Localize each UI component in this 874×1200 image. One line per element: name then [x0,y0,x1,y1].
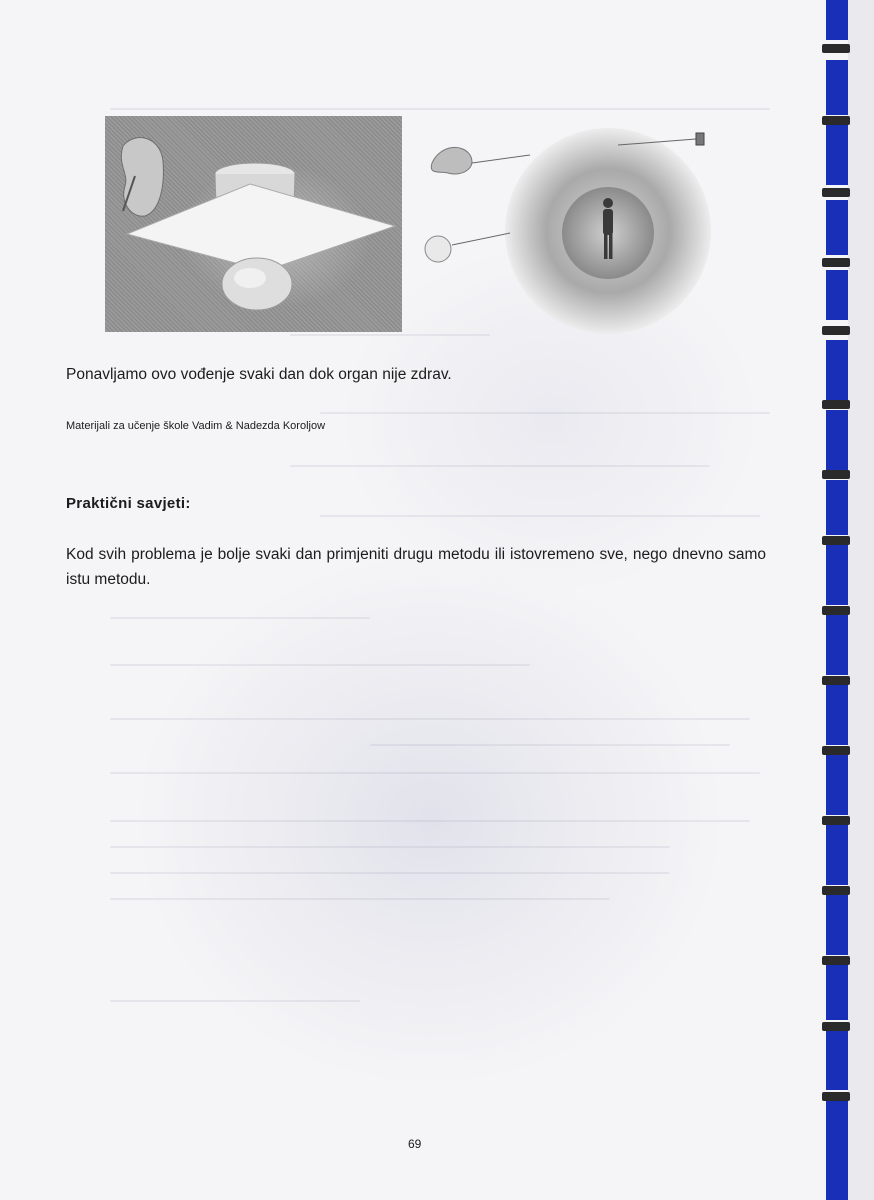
binding-ring [822,746,850,755]
binding-segment [826,965,848,1020]
binding-segment [826,60,848,115]
binding-segment [826,685,848,745]
bleed-line [110,108,770,110]
binding-segment [826,825,848,885]
binding-segment [826,270,848,320]
binding-segment [826,895,848,955]
binding-ring [822,400,850,409]
bleed-line [110,820,750,822]
binding-segment [826,480,848,535]
binding-ring [822,676,850,685]
binding-segment [826,1030,848,1090]
binding-segment [826,340,848,400]
binding-edge [848,0,874,1200]
binding-ring [822,956,850,965]
bleed-line [320,412,770,414]
binding-segment [826,615,848,675]
binding-ring [822,1092,850,1101]
organ-projection-figure [105,116,402,332]
binding-ring [822,470,850,479]
binding-ring [822,1022,850,1031]
bleed-line [110,872,670,874]
binding-segment [826,200,848,255]
sphere-with-person-figure [420,125,720,340]
binding-ring [822,258,850,267]
binding-ring [822,44,850,53]
bleed-line [110,664,530,666]
body-paragraph: Kod svih problema je bolje svaki dan primjeniti drugu metodu ili istovremeno sve, nego dnevno samo istu metodu. [66,546,766,588]
binding-ring [822,188,850,197]
page-number: 69 [408,1137,422,1151]
bleed-line [290,465,710,467]
bleed-line [110,846,670,848]
binding-segment [826,410,848,470]
bleed-line [110,898,610,900]
binding-ring [822,816,850,825]
binding-ring [822,606,850,615]
binding-ring [822,536,850,545]
binding-segment [826,1100,848,1200]
source-note: Materijali za učenje škole Vadim & Nadezda Koroljow [66,420,326,432]
binding-segment [826,755,848,815]
bleed-line [110,1000,360,1002]
binding-ring [822,116,850,125]
binding-segment [826,125,848,185]
section-heading: Praktični savjeti: [66,495,191,512]
binding-segment [826,545,848,605]
bleed-line [370,744,730,746]
bleed-line [110,718,750,720]
bleed-line [110,617,370,619]
binding-ring [822,886,850,895]
figure-caption: Ponavljamo ovo vođenje svaki dan dok organ nije zdrav. [66,366,452,383]
bleed-line [320,515,760,517]
binding-segment [826,0,848,40]
binding-ring [822,326,850,335]
bleed-line [110,772,760,774]
